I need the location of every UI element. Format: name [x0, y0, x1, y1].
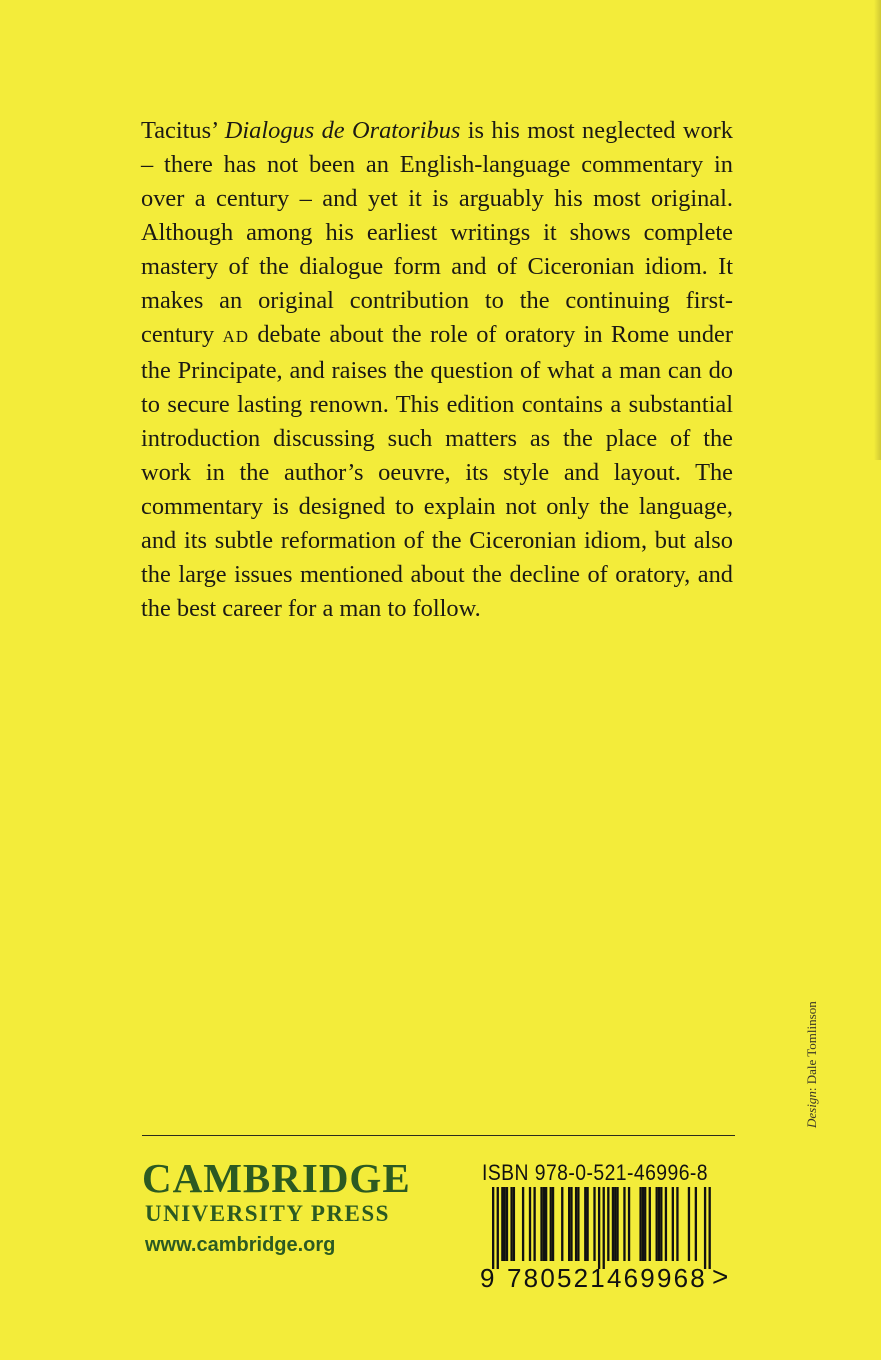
barcode-bar [676, 1187, 678, 1261]
barcode-bar [533, 1187, 535, 1261]
blurb-part-2: is his most neglected work – there has not been an English-language commentary in over a century – and yet it is arguably his most original. Although among his earliest writings it shows complete mastery of the dialogue form and of Ciceronian idiom. It makes an original contribution to the continuing first-century [141, 117, 733, 348]
barcode-bar [584, 1187, 586, 1261]
barcode-bar [545, 1187, 547, 1261]
barcode-bar [501, 1187, 503, 1261]
barcode-bar [575, 1187, 577, 1261]
blurb-part-1: Tacitus’ [141, 117, 225, 144]
barcode-bar [658, 1187, 660, 1261]
barcode-icon [480, 1187, 714, 1269]
isbn-label: ISBN 978-0-521-46996-8 [482, 1160, 709, 1185]
barcode-bar [612, 1187, 614, 1261]
isbn-barcode [480, 1160, 736, 1300]
barcode-bar [688, 1187, 690, 1261]
barcode-bar [614, 1187, 616, 1261]
barcode-bar [660, 1187, 662, 1261]
barcode-bar [561, 1187, 563, 1261]
barcode-lead-digit: 9 [480, 1263, 495, 1293]
barcode-bar [540, 1187, 542, 1261]
barcode-bar [570, 1187, 572, 1261]
barcode-bar [529, 1187, 531, 1261]
barcode-guard-bar [603, 1187, 605, 1269]
barcode-bar [586, 1187, 588, 1261]
barcode-bar [552, 1187, 554, 1261]
publisher-name: CAMBRIDGE [142, 1155, 411, 1201]
barcode-bar [628, 1187, 630, 1261]
blurb-text [141, 114, 733, 626]
blurb-part-3: debate about the role of oratory in Rome under the Principate, and raises the question of what a man can do to secure lasting renown. This edition contains a substantial introduction discussing such matters as the place of the work in the author’s oeuvre, its style and layout. The commentary is designed to explain not only the language, and its subtle reformation of the Ciceronian idiom, but also the large issues mentioned about the decline of oratory, and the best career for a man to follow. [141, 321, 734, 622]
publisher-website: www.cambridge.org [145, 1234, 336, 1256]
barcode-guard-bar [598, 1187, 600, 1269]
barcode-bar [695, 1187, 697, 1261]
barcode-bar [665, 1187, 667, 1261]
design-credit-label: Design [804, 1091, 819, 1128]
barcode-bar [510, 1187, 512, 1261]
barcode-bar [642, 1187, 644, 1261]
era-abbreviation: AD [222, 327, 250, 346]
barcode-bar [649, 1187, 651, 1261]
barcode-bar [543, 1187, 545, 1261]
barcode-bar [550, 1187, 552, 1261]
barcode-bar [607, 1187, 609, 1261]
design-credit [804, 1001, 820, 1128]
barcode-bar [504, 1187, 506, 1261]
barcode-guard-bar [497, 1187, 499, 1269]
barcode-guard-bar [492, 1187, 494, 1269]
barcode-digits: 780521469968 [507, 1263, 707, 1293]
barcode-bar [639, 1187, 641, 1261]
publisher-subtitle: UNIVERSITY PRESS [145, 1201, 390, 1226]
barcode-bar [623, 1187, 625, 1261]
page-edge-shadow [874, 0, 881, 460]
barcode-guard-bar [704, 1187, 706, 1269]
barcode-bar [577, 1187, 579, 1261]
design-credit-name: Dale Tomlinson [804, 1001, 819, 1085]
barcode-bar [568, 1187, 570, 1261]
divider-rule [142, 1135, 735, 1136]
barcode-bar [513, 1187, 515, 1261]
design-credit-separator: : [804, 1084, 819, 1092]
publisher-logo [142, 1156, 411, 1258]
barcode-bar [672, 1187, 674, 1261]
barcode-bar [593, 1187, 595, 1261]
barcode-bar [616, 1187, 618, 1261]
barcode-bar [656, 1187, 658, 1261]
barcode-bar [644, 1187, 646, 1261]
barcode-bar [522, 1187, 524, 1261]
barcode-quiet-zone-mark: > [712, 1261, 729, 1292]
barcode-bar [506, 1187, 508, 1261]
work-title: Dialogus de Oratoribus [224, 117, 461, 144]
barcode-guard-bar [709, 1187, 711, 1269]
